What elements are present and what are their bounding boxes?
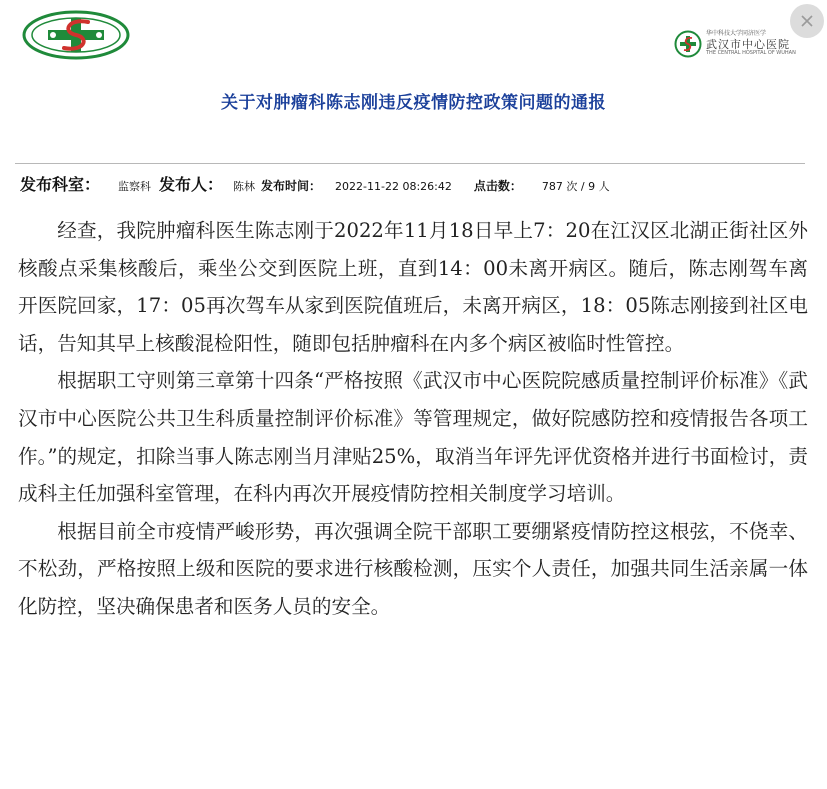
clicks-value: 787 次 / 9 人 (541, 180, 610, 193)
dept-label: 发布科室： (20, 175, 101, 194)
publisher-label: 发布人： (159, 175, 224, 194)
hospital-seal (674, 26, 804, 60)
time-label: 发布时间： (261, 179, 322, 193)
hospital-affiliation: 华中科技大学同济医学 (706, 30, 767, 37)
dept-value: 监察科 (118, 180, 152, 193)
notice-body (18, 212, 808, 626)
hospital-name-english: THE CENTRAL HOSPITAL OF WUHAN (706, 50, 796, 56)
hospital-seal-icon (674, 30, 702, 58)
time-value: 2022-11-22 08:26:42 (335, 180, 452, 193)
publish-meta (20, 172, 610, 200)
page-title: 关于对肿瘤科陈志刚违反疫情防控政策问题的通报 (221, 93, 606, 113)
divider (15, 163, 805, 164)
close-button[interactable] (790, 4, 824, 38)
publisher-value: 陈林 (233, 180, 256, 193)
clicks-label: 点击数： (473, 179, 522, 193)
hospital-name: 武汉市中心医院 (706, 38, 790, 51)
close-icon (800, 14, 814, 28)
hospital-emblem-icon (22, 10, 130, 60)
paragraph: 根据职工守则第三章第十四条“严格按照《武汉市中心医院院感质量控制评价标准》《武汉市中心医院公共卫生科质量控制评价标准》等管理规定，做好院感防控和疫情报告各项工作。”的规定，扣除当事人陈志刚当月津贴25%，取消当年评先评优资格并进行书面检讨，责成科主任加强科室管理，在科内再次开展疫情防控相关制度学习培训。 (18, 369, 808, 506)
paragraph: 经查，我院肿瘤科医生陈志刚于2022年11月18日早上7：20在江汉区北湖正街社区外核酸点采集核酸后，乘坐公交到医院上班，直到14：00未离开病区。随后，陈志刚驾车离开医院回家，17：05再次驾车从家到医院值班后，未离开病区，18：05陈志刚接到社区电话，告知其早上核酸混检阳性，随即包括肿瘤科在内多个病区被临时性管控。 (18, 219, 808, 355)
paragraph: 根据目前全市疫情严峻形势，再次强调全院干部职工要绷紧疫情防控这根弦，不侥幸、不松劲，严格按照上级和医院的要求进行核酸检测，压实个人责任，加强共同生活亲属一体化防控，坚决确保患者和医务人员的安全。 (18, 519, 808, 618)
